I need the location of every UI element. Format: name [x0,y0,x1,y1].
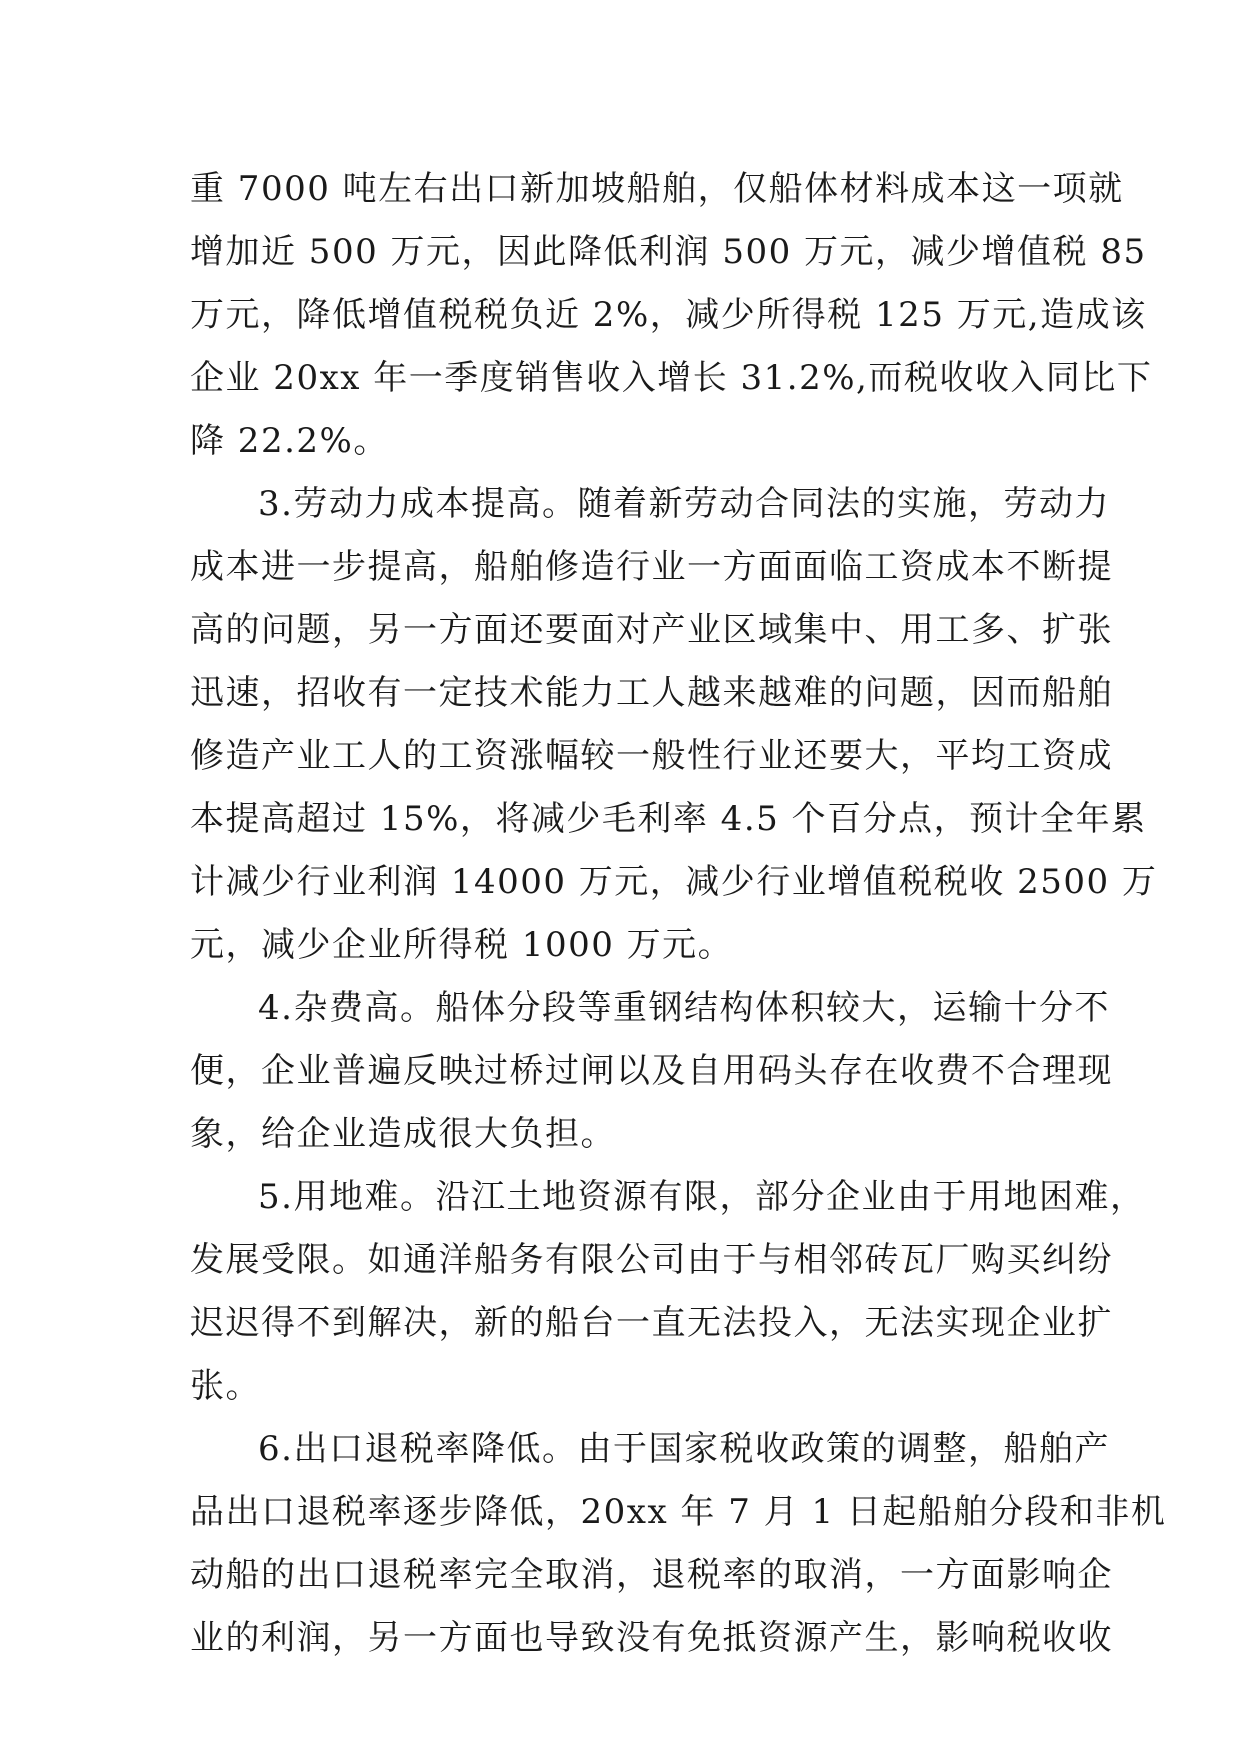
text-line: 高的问题，另一方面还要面对产业区域集中、用工多、扩张 [190,610,1113,650]
text-line: 业的利润，另一方面也导致没有免抵资源产生，影响税收收 [190,1618,1113,1658]
text-line: 张。 [190,1366,261,1406]
text-line: 动船的出口退税率完全取消，退税率的取消，一方面影响企 [190,1555,1113,1595]
paragraph [190,1166,1146,1418]
text-line: 6.出口退税率降低。由于国家税收政策的调整，船舶产 [258,1429,1110,1469]
text-line: 本提高超过 15%，将减少毛利率 4.5 个百分点，预计全年累 [190,799,1147,839]
text-line: 重 7000 吨左右出口新加坡船舶，仅船体材料成本这一项就 [190,169,1124,209]
document-body [190,158,1167,1670]
text-line: 企业 20xx 年一季度销售收入增长 31.2%,而税收收入同比下 [190,358,1153,398]
text-line: 万元，降低增值税税负近 2%，减少所得税 125 万元,造成该 [190,295,1147,335]
text-line: 计减少行业利润 14000 万元，减少行业增值税税收 2500 万 [190,862,1158,902]
text-line: 降 22.2%。 [190,421,389,461]
text-line: 迟迟得不到解决，新的船台一直无法投入，无法实现企业扩 [190,1303,1113,1343]
text-line: 迅速，招收有一定技术能力工人越来越难的问题，因而船舶 [190,673,1113,713]
text-line: 品出口退税率逐步降低，20xx 年 7 月 1 日起船舶分段和非机 [190,1492,1167,1532]
text-line: 元，减少企业所得税 1000 万元。 [190,925,734,965]
paragraph [190,158,1153,473]
text-line: 发展受限。如通洋船务有限公司由于与相邻砖瓦厂购买纠纷 [190,1240,1113,1280]
paragraph [190,1418,1167,1670]
paragraph [190,977,1113,1166]
text-line: 增加近 500 万元，因此降低利润 500 万元，减少增值税 85 [190,232,1147,272]
text-line: 4.杂费高。船体分段等重钢结构体积较大，运输十分不 [258,988,1110,1028]
text-line: 3.劳动力成本提高。随着新劳动合同法的实施，劳动力 [258,484,1110,524]
text-line: 5.用地难。沿江土地资源有限，部分企业由于用地困难， [258,1177,1146,1217]
text-line: 成本进一步提高，船舶修造行业一方面面临工资成本不断提 [190,547,1113,587]
text-line: 便，企业普遍反映过桥过闸以及自用码头存在收费不合理现 [190,1051,1113,1091]
text-line: 象，给企业造成很大负担。 [190,1114,616,1154]
paragraph [190,473,1158,977]
text-line: 修造产业工人的工资涨幅较一般性行业还要大，平均工资成 [190,736,1113,776]
